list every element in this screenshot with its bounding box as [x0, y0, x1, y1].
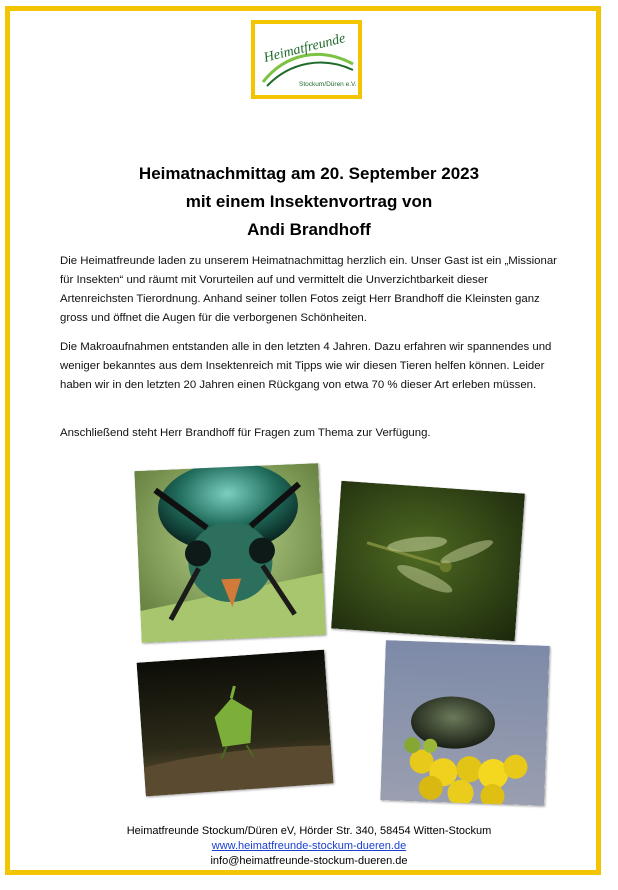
- photo-beetle: [134, 463, 325, 643]
- details-paragraph: Die Makroaufnahmen entstanden alle in den letzten 4 Jahren. Dazu erfahren wir spannendes und weniger bekanntes aus dem Insektenreich mit Tipps wie wir diesen Tieren helfen können. Leider haben wir in den letzten 20 Jahren einen Rückgang von etwa 70 % dieser Art erleben müssen.: [60, 341, 552, 391]
- logo-graphic: [255, 24, 358, 95]
- footer-address: Heimatfreunde Stockum/Düren eV, Hörder Str. 340, 58454 Witten-Stockum: [126, 825, 492, 837]
- title-line-3: Andi Brandhoff: [247, 220, 371, 239]
- title-line-1: Heimatnachmittag am 20. September 2023: [138, 164, 480, 183]
- logo-name-text: Heimatfreunde: [262, 31, 347, 66]
- logo-sub-text: Stockum/Düren e.V.: [299, 81, 357, 88]
- photo-rose-chafer: [380, 640, 549, 806]
- footer-email: info@heimatfreunde-stockum-dueren.de: [210, 855, 408, 867]
- heimatfreunde-logo: [251, 20, 362, 99]
- title-line-2: mit einem Insektenvortrag von: [185, 192, 433, 211]
- intro-paragraph: Die Heimatfreunde laden zu unserem Heimatnachmittag herzlich ein. Unser Gast ist ein „Missionar für Insekten“ und räumt mit Vorurteilen auf und vermittelt die Unverzichtbarkeit dieser Artenreichsten Tierordnung. Anhand seiner tollen Fotos zeigt Herr Brandhoff die Kleinsten ganz gross und öffnet die Augen für die verborgenen Schönheiten.: [60, 255, 557, 324]
- closing-paragraph: Anschließend steht Herr Brandhoff für Fragen zum Thema zur Verfügung.: [60, 427, 431, 439]
- website-link[interactable]: www.heimatfreunde-stockum-dueren.de: [211, 840, 407, 852]
- photo-treehopper: [137, 650, 334, 797]
- footer-contact: [60, 824, 558, 869]
- photo-dragonfly: [331, 481, 525, 641]
- event-title: [60, 160, 558, 244]
